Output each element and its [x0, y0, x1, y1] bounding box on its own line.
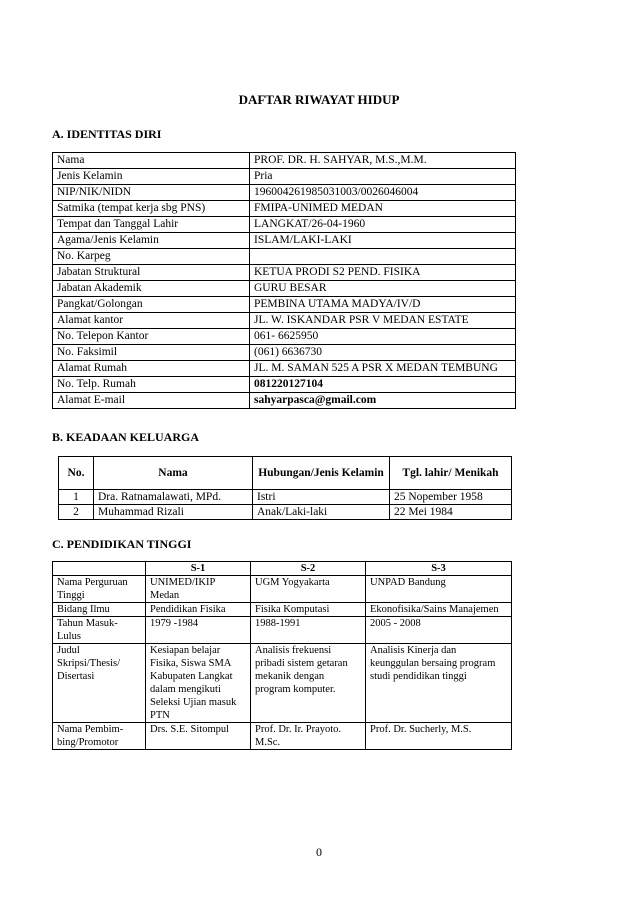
document-title: DAFTAR RIWAYAT HIDUP	[238, 92, 400, 107]
col-hubungan: Hubungan/Jenis Kelamin	[253, 457, 390, 490]
family-relation: Istri	[253, 490, 390, 505]
field-value: sahyarpasca@gmail.com	[250, 393, 516, 409]
family-no: 2	[59, 505, 94, 520]
edu-s1: Pendidikan Fisika	[146, 603, 251, 617]
edu-label: Nama Pembim-bing/Promotor	[53, 723, 146, 750]
table-row	[53, 249, 516, 265]
education-table	[52, 561, 512, 750]
table-row	[53, 185, 516, 201]
col-s2: S-2	[251, 562, 366, 576]
table-row	[53, 361, 516, 377]
col-blank	[53, 562, 146, 576]
field-label: No. Telepon Kantor	[53, 329, 250, 345]
edu-label: Tahun Masuk-Lulus	[53, 617, 146, 644]
table-row	[53, 217, 516, 233]
field-value: PROF. DR. H. SAHYAR, M.S.,M.M.	[250, 153, 516, 169]
edu-s3: 2005 - 2008	[366, 617, 512, 644]
edu-s2: Analisis frekuensi pribadi sistem getaran mekanik dengan program komputer.	[251, 644, 366, 723]
edu-label: Bidang Ilmu	[53, 603, 146, 617]
field-value: FMIPA-UNIMED MEDAN	[250, 201, 516, 217]
edu-s3: UNPAD Bandung	[366, 576, 512, 603]
col-nama: Nama	[94, 457, 253, 490]
field-label: Alamat kantor	[53, 313, 250, 329]
edu-s1: UNIMED/IKIP Medan	[146, 576, 251, 603]
table-row	[53, 345, 516, 361]
edu-s1: Drs. S.E. Sitompul	[146, 723, 251, 750]
field-label: Agama/Jenis Kelamin	[53, 233, 250, 249]
edu-s3: Analisis Kinerja dan keunggulan bersaing program studi pendidikan tinggi	[366, 644, 512, 723]
table-row	[53, 313, 516, 329]
edu-s1: 1979 -1984	[146, 617, 251, 644]
col-tgl: Tgl. lahir/ Menikah	[390, 457, 512, 490]
field-label: Jenis Kelamin	[53, 169, 250, 185]
edu-label: Nama Perguruan Tinggi	[53, 576, 146, 603]
table-row	[53, 201, 516, 217]
col-s1: S-1	[146, 562, 251, 576]
family-relation: Anak/Laki-laki	[253, 505, 390, 520]
table-row	[53, 169, 516, 185]
family-name: Dra. Ratnamalawati, MPd.	[94, 490, 253, 505]
identity-table	[52, 152, 516, 409]
field-label: NIP/NIK/NIDN	[53, 185, 250, 201]
edu-s3: Ekonofisika/Sains Manajemen	[366, 603, 512, 617]
edu-s2: Fisika Komputasi	[251, 603, 366, 617]
family-no: 1	[59, 490, 94, 505]
table-row	[53, 603, 512, 617]
table-row	[53, 644, 512, 723]
table-row	[53, 297, 516, 313]
field-label: No. Telp. Rumah	[53, 377, 250, 393]
field-label: Tempat dan Tanggal Lahir	[53, 217, 250, 233]
field-label: Nama	[53, 153, 250, 169]
page-number: 0	[316, 845, 322, 859]
table-row	[53, 265, 516, 281]
edu-label: Judul Skripsi/Thesis/ Disertasi	[53, 644, 146, 723]
field-value: JL. W. ISKANDAR PSR V MEDAN ESTATE	[250, 313, 516, 329]
family-date: 22 Mei 1984	[390, 505, 512, 520]
family-date: 25 Nopember 1958	[390, 490, 512, 505]
table-row	[53, 393, 516, 409]
table-row	[53, 576, 512, 603]
field-value: 081220127104	[250, 377, 516, 393]
family-table	[58, 456, 512, 520]
table-row	[53, 723, 512, 750]
field-value: LANGKAT/26-04-1960	[250, 217, 516, 233]
col-no: No.	[59, 457, 94, 490]
section-c-heading: C. PENDIDIKAN TINGGI	[52, 537, 192, 551]
edu-s3: Prof. Dr. Sucherly, M.S.	[366, 723, 512, 750]
table-row	[59, 490, 512, 505]
table-row	[53, 233, 516, 249]
section-b-heading: B. KEADAAN KELUARGA	[52, 430, 200, 444]
field-value: Pria	[250, 169, 516, 185]
edu-s2: UGM Yogyakarta	[251, 576, 366, 603]
field-label: Jabatan Akademik	[53, 281, 250, 297]
field-value	[250, 249, 516, 265]
field-label: No. Karpeg	[53, 249, 250, 265]
field-value: ISLAM/LAKI-LAKI	[250, 233, 516, 249]
table-row	[53, 153, 516, 169]
field-label: Pangkat/Golongan	[53, 297, 250, 313]
field-label: Alamat Rumah	[53, 361, 250, 377]
field-value: KETUA PRODI S2 PEND. FISIKA	[250, 265, 516, 281]
field-label: Satmika (tempat kerja sbg PNS)	[53, 201, 250, 217]
table-row	[53, 329, 516, 345]
table-row	[53, 377, 516, 393]
col-s3: S-3	[366, 562, 512, 576]
field-value: (061) 6636730	[250, 345, 516, 361]
edu-s1: Kesiapan belajar Fisika, Siswa SMA Kabupaten Langkat dalam mengikuti Seleksi Ujian masuk PTN	[146, 644, 251, 723]
table-row	[53, 617, 512, 644]
field-label: Alamat E-mail	[53, 393, 250, 409]
edu-s2: Prof. Dr. Ir. Prayoto. M.Sc.	[251, 723, 366, 750]
table-row	[53, 281, 516, 297]
field-value: PEMBINA UTAMA MADYA/IV/D	[250, 297, 516, 313]
section-a-heading: A. IDENTITAS DIRI	[52, 127, 162, 141]
field-label: Jabatan Struktural	[53, 265, 250, 281]
field-value: 196004261985031003/0026046004	[250, 185, 516, 201]
field-value: 061- 6625950	[250, 329, 516, 345]
family-name: Muhammad Rizali	[94, 505, 253, 520]
field-value: GURU BESAR	[250, 281, 516, 297]
field-label: No. Faksimil	[53, 345, 250, 361]
table-row	[59, 505, 512, 520]
field-value: JL. M. SAMAN 525 A PSR X MEDAN TEMBUNG	[250, 361, 516, 377]
edu-s2: 1988-1991	[251, 617, 366, 644]
